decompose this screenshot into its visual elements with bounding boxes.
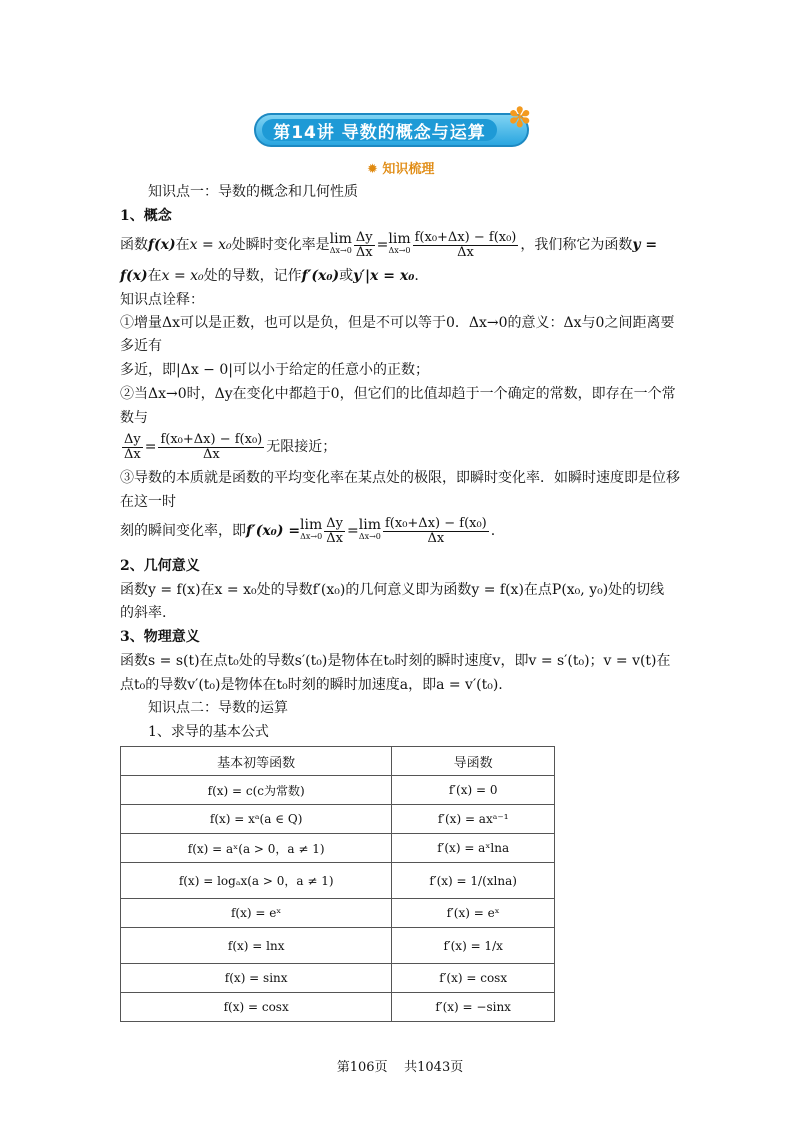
- lim: lim: [388, 231, 411, 247]
- heading-formulas: 1、求导的基本公式: [148, 724, 269, 740]
- math: f′(x₀) =: [246, 523, 301, 539]
- lim: lim: [329, 231, 352, 247]
- table-cell: f(x) = xᵃ(a ∈ Q): [121, 805, 392, 834]
- limit: [330, 233, 352, 257]
- num: f(x₀+Δx) − f(x₀): [160, 431, 263, 447]
- text: 在: [147, 268, 162, 284]
- eq: =: [376, 237, 389, 253]
- den: Δx: [427, 530, 445, 546]
- lim-sub: Δx→0: [300, 532, 323, 541]
- text: 处的导数，记作: [203, 268, 302, 284]
- table-cell: f′(x) = aˣlna: [392, 834, 555, 863]
- table-row: [121, 964, 555, 993]
- geometric-2: 的斜率.: [120, 605, 167, 621]
- den: Δx: [457, 244, 474, 260]
- fraction: [413, 231, 519, 260]
- table-row: [121, 805, 555, 834]
- title-banner: [254, 113, 529, 147]
- lim: lim: [300, 517, 323, 533]
- limit: [300, 519, 322, 543]
- note-2a: ②当Δx→0时，Δy在变化中都趋于0，但它们的比值却趋于一个确定的常数，即存在一个常: [120, 386, 676, 402]
- note-1b: 多近有: [120, 338, 162, 354]
- note-1c: 多近，即|Δx − 0|可以小于给定的任意小的正数；: [120, 362, 429, 378]
- math: y′|x = x₀: [353, 268, 415, 284]
- physical-2: 点t₀的导数v′(t₀)是物体在t₀时刻的瞬时加速度a，即a = v′(t₀).: [120, 677, 503, 693]
- heading-physical: 3、物理意义: [120, 629, 200, 645]
- table-cell: f′(x) = −sinx: [392, 993, 555, 1022]
- note-2b: 数与: [120, 410, 148, 426]
- table-cell: f(x) = logₐx(a > 0，a ≠ 1): [121, 863, 392, 899]
- text: 函数: [120, 237, 148, 253]
- text: 在: [175, 237, 190, 253]
- text: .: [490, 523, 496, 539]
- table-cell: f′(x) = 1/(xlna): [392, 863, 555, 899]
- math: y =: [632, 237, 658, 253]
- page-footer: [0, 1056, 800, 1075]
- table-cell: f(x) = aˣ(a > 0，a ≠ 1): [121, 834, 392, 863]
- table-row: [121, 993, 555, 1022]
- text: ，我们称它为函数: [520, 237, 633, 253]
- note-3b: 在这一时: [120, 494, 176, 510]
- eq: =: [347, 523, 359, 539]
- table-cell: f′(x) = 0: [392, 776, 555, 805]
- table-cell: f′(x) = axᵃ⁻¹: [392, 805, 555, 834]
- table-row: [121, 834, 555, 863]
- physical-1: 函数s = s(t)在点t₀处的导数s′(t₀)是物体在t₀时刻的瞬时速度v，即v = s′(t₀)；v = v(t)在: [120, 653, 671, 669]
- table-cell: f(x) = sinx: [121, 964, 392, 993]
- den: Δx: [326, 530, 344, 546]
- math: f(x): [120, 268, 148, 284]
- note-3c: [120, 514, 495, 548]
- table-cell: f(x) = lnx: [121, 928, 392, 964]
- text: 或: [339, 268, 354, 284]
- table-row: [121, 899, 555, 928]
- table-cell: f(x) = eˣ: [121, 899, 392, 928]
- geometric-1: 函数y = f(x)在x = x₀处的导数f′(x₀)的几何意义即为函数y = f(x)在点P(x₀, y₀)处的切线: [120, 582, 665, 598]
- text: 刻的瞬间变化率，即: [120, 523, 246, 539]
- table-header: 导函数: [392, 747, 555, 776]
- heading-geometric: 2、几何意义: [120, 558, 200, 574]
- math: f(x): [148, 237, 176, 253]
- table-cell: f′(x) = cosx: [392, 964, 555, 993]
- fraction: [324, 517, 345, 546]
- table-row: [121, 928, 555, 964]
- den: Δx: [202, 446, 220, 462]
- num: Δy: [355, 229, 373, 245]
- section-label: 知识梳理: [382, 162, 435, 177]
- table-cell: f′(x) = 1/x: [392, 928, 555, 964]
- den: Δx: [124, 446, 141, 462]
- lim: lim: [358, 517, 381, 533]
- knowledge-point-2: 知识点二：导数的运算: [148, 700, 288, 716]
- note-3a: ③导数的本质就是函数的平均变化率在某点处的极限，即瞬时变化率．如瞬时速度即是位移: [120, 470, 680, 486]
- text: 无限接近；: [266, 439, 337, 455]
- math: x = x₀: [189, 237, 232, 253]
- definition-line-1: [120, 228, 657, 262]
- num: f(x₀+Δx) − f(x₀): [384, 515, 487, 531]
- den: Δx: [355, 244, 373, 260]
- limit: [388, 233, 410, 257]
- text: 处瞬时变化率是: [231, 237, 330, 253]
- heading-concept: 1、概念: [120, 208, 172, 224]
- table-row: [121, 776, 555, 805]
- table-cell: f′(x) = eˣ: [392, 899, 555, 928]
- note-1a: ①增量Δx可以是正数，也可以是负，但是不可以等于0．Δx→0的意义：Δx与0之间距离要: [120, 315, 675, 331]
- text: .: [414, 268, 419, 284]
- math: f′(x₀): [301, 268, 340, 284]
- lim-sub: Δx→0: [388, 246, 411, 255]
- table-cell: f(x) = c(c为常数): [121, 776, 392, 805]
- limit: [359, 519, 381, 543]
- table-row: [121, 863, 555, 899]
- fraction: [383, 517, 489, 546]
- flower-icon: ✽: [508, 101, 532, 134]
- page-number: 第106页: [336, 1060, 388, 1075]
- derivative-table: [120, 746, 555, 1022]
- num: f(x₀+Δx) − f(x₀): [414, 229, 517, 245]
- lim-sub: Δx→0: [329, 246, 352, 255]
- note-title: 知识点诠释：: [120, 292, 204, 308]
- table-cell: f(x) = cosx: [121, 993, 392, 1022]
- note-2c: [120, 430, 336, 464]
- fraction: [354, 231, 375, 260]
- section-heading: ✹ 知识梳理: [367, 162, 435, 177]
- num: Δy: [326, 515, 344, 531]
- definition-line-2: [120, 266, 419, 286]
- eq: =: [144, 439, 157, 455]
- math: x = x₀: [161, 268, 204, 284]
- page-title: 第14讲 导数的概念与运算: [262, 119, 497, 141]
- fraction: [158, 433, 264, 462]
- knowledge-point-1: 知识点一：导数的概念和几何性质: [148, 184, 358, 200]
- page-total: 共1043页: [404, 1060, 464, 1075]
- num: Δy: [124, 431, 141, 447]
- table-header: 基本初等函数: [121, 747, 392, 776]
- lim-sub: Δx→0: [358, 532, 381, 541]
- fraction: [122, 433, 143, 462]
